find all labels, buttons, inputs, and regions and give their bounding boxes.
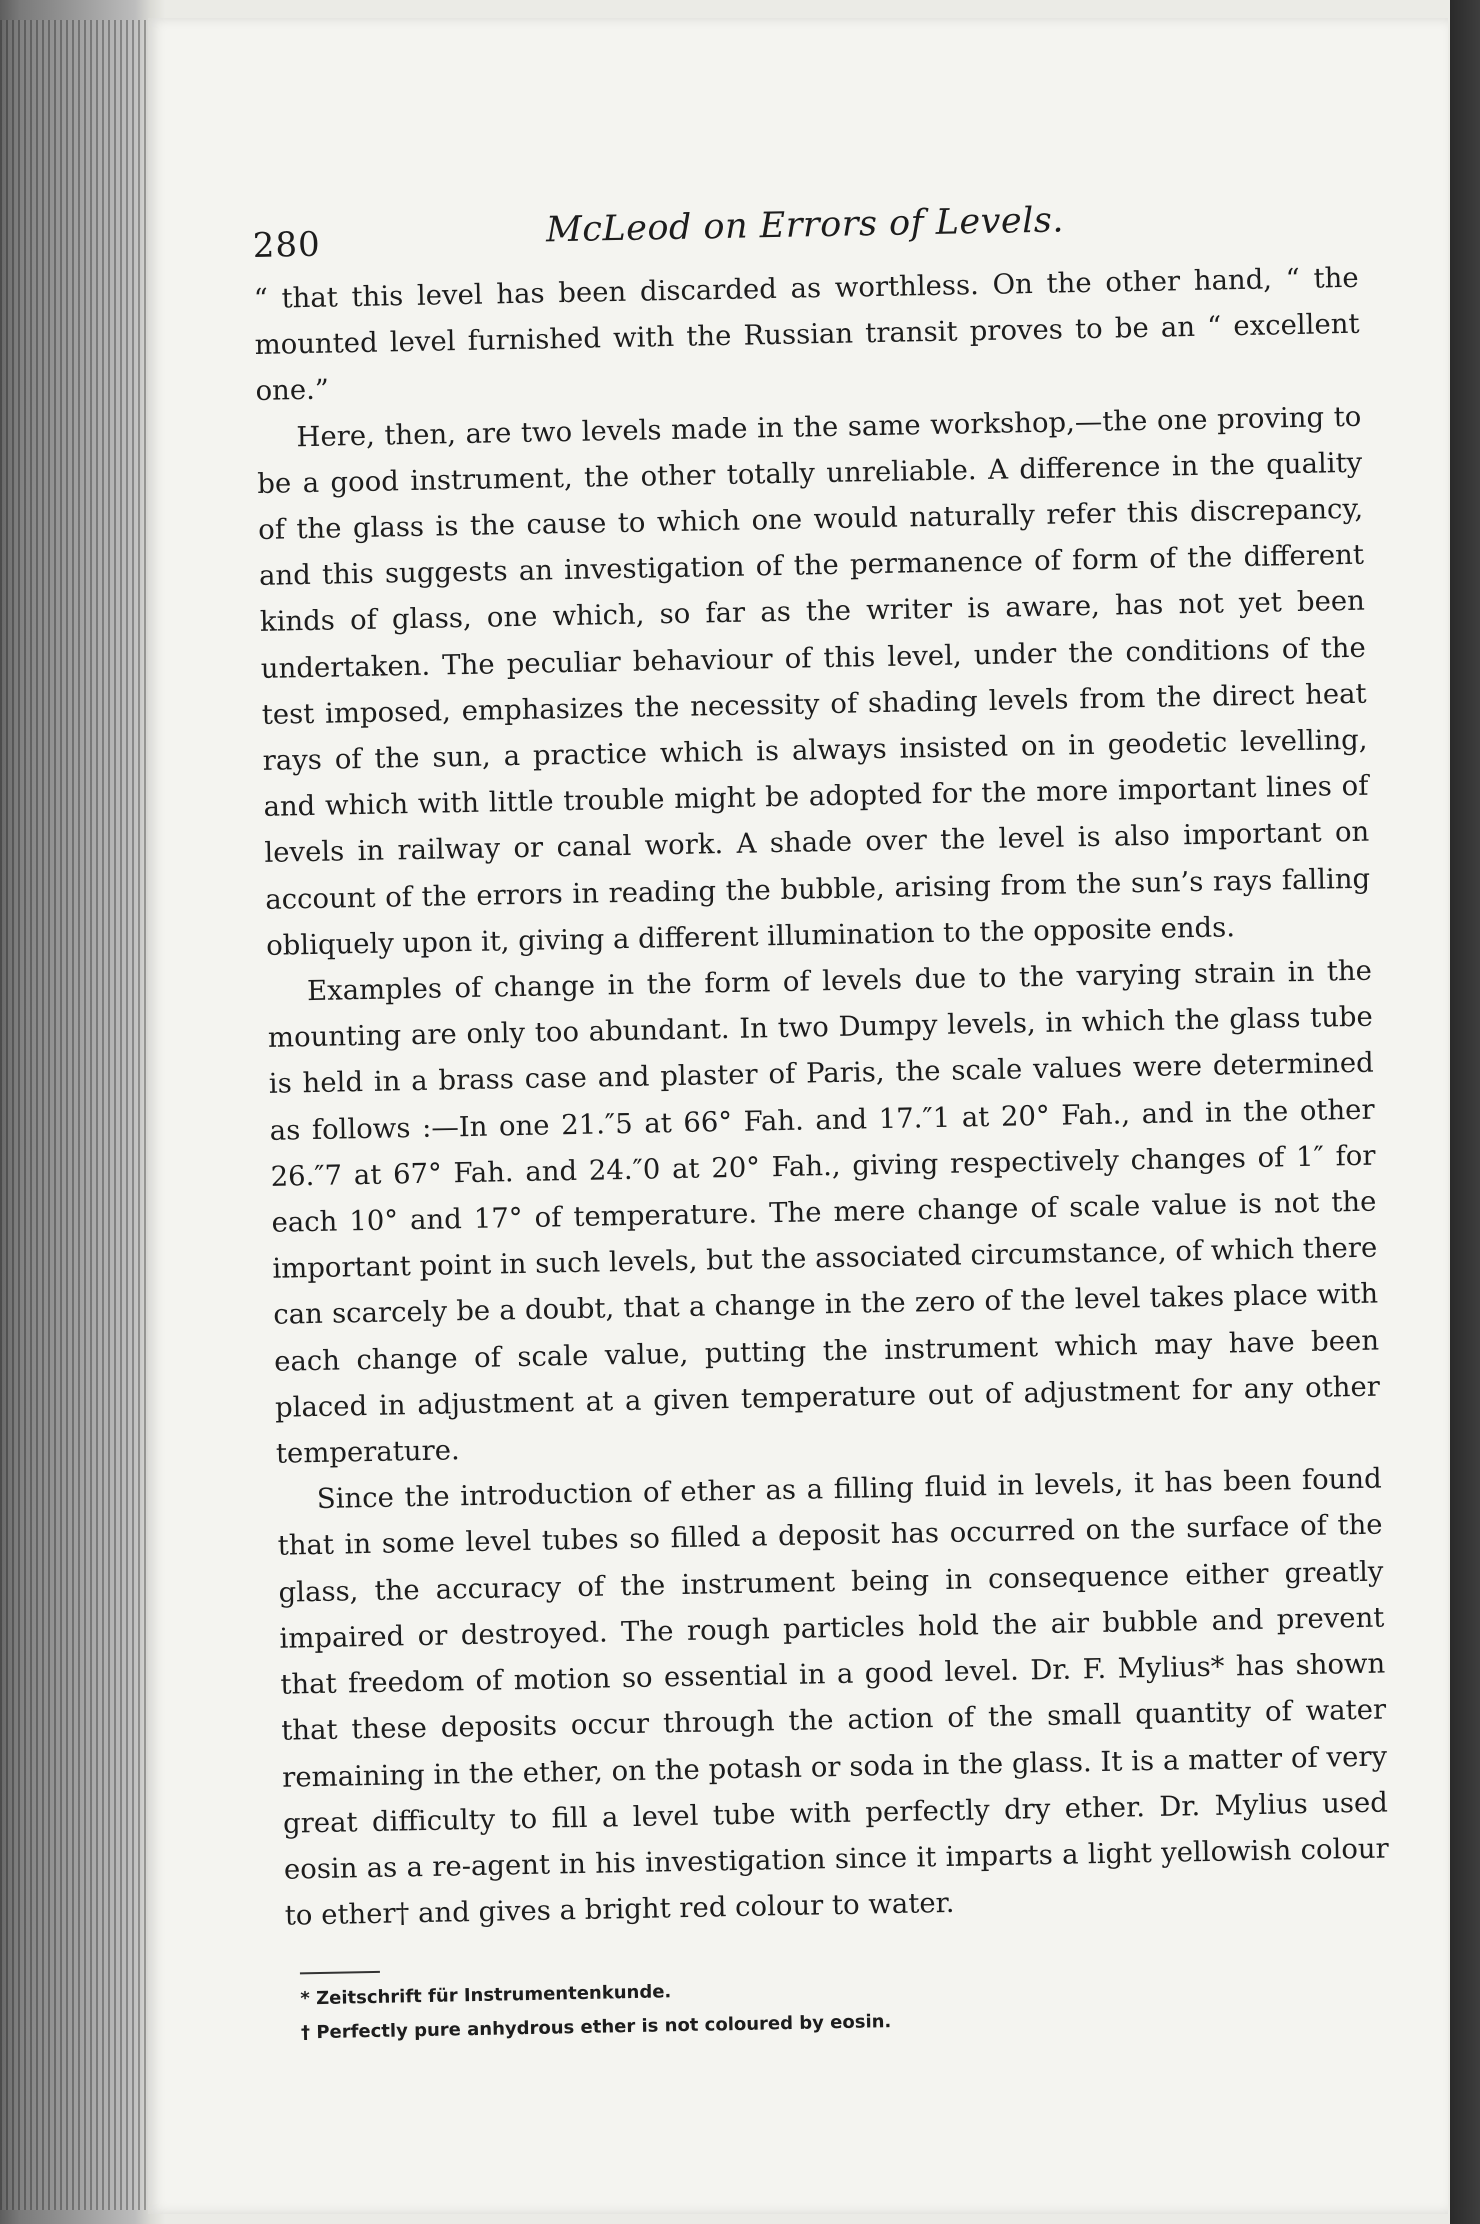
facing-page-edge bbox=[1450, 0, 1480, 2224]
page-number: 280 bbox=[252, 224, 322, 266]
page-content bbox=[252, 185, 1392, 2051]
paragraph-dumpy-levels: Examples of change in the form of levels due to the varying strain in the mounting are only too abundant. In two Dumpy levels, in which the glass tube is held in a brass case and plaster of Paris, the scale values were determined as follows :—In one 21.″5 at 66° Fah. and 17.″1 at 20° Fah., and in the other 26.″7 at 67° Fah. and 24.″0 at 20° Fah., giving respectively changes of 1″ for each 10° and 17° of temperature. The mere change of scale value is not the important point in such levels, but the associated circumstance, of which there can scarcely be a doubt, that a change in the zero of the level takes place with each change of scale value, putting the instrument which may have been placed in adjustment at a given temperature out of adjustment for any other temperature. bbox=[267, 954, 1381, 1470]
footnote-2: † Perfectly pure anhydrous ether is not coloured by eosin. bbox=[300, 2011, 892, 2044]
footnote-rule bbox=[300, 1971, 380, 1975]
paragraph-two-levels: Here, then, are two levels made in the same workshop,—the one proving to be a good instrument, the other totally unreliable. A difference in the quality of the glass is the cause to which one would naturally refer this discrepancy, and this suggests an investigation of the permanence of form of the different kinds of glass, one which, so far as the writer is aware, has not yet been undertaken. The peculiar behaviour of this level, under the conditions of the test imposed, emphasizes the necessity of shading levels from the direct heat rays of the sun, a practice which is always insisted on in geodetic levelling, and which with little trouble might be adopted for the more important lines of levels in railway or canal work. A shade over the level is also important on account of the errors in reading the bubble, arising from the sun’s rays falling obliquely upon it, giving a different illumination to the opposite ends. bbox=[257, 400, 1371, 962]
body-text bbox=[253, 255, 1390, 1939]
paragraph-continued-quote: “ that this level has been discarded as worthless. On the other hand, “ the mounted level furnished with the Russian transit proves to be an “ excellent one.” bbox=[253, 261, 1360, 408]
stacked-page-edges bbox=[0, 20, 150, 2210]
paragraph-ether-filling: Since the introduction of ether as a filling fluid in levels, it has been found that in some level tubes so filled a deposit has occurred on the surface of the glass, the accuracy of the instrument being in consequence either greatly impaired or destroyed. The rough particles hold the air bubble and prevent that freedom of motion so essential in a good level. Dr. F. Mylius* has shown that these deposits occur through the action of the small quantity of water remaining in the ether, on the potash or soda in the glass. It is a matter of very great difficulty to fill a level tube with perfectly dry ether. Dr. Mylius used eosin as a re-agent in his investigation since it imparts a light yellowish colour to ether† and gives a bright red colour to water. bbox=[277, 1462, 1390, 1932]
running-title: McLeod on Errors of Levels. bbox=[545, 200, 1065, 251]
footnote-1: * Zeitschrift für Instrumentenkunde. bbox=[300, 1981, 672, 2010]
